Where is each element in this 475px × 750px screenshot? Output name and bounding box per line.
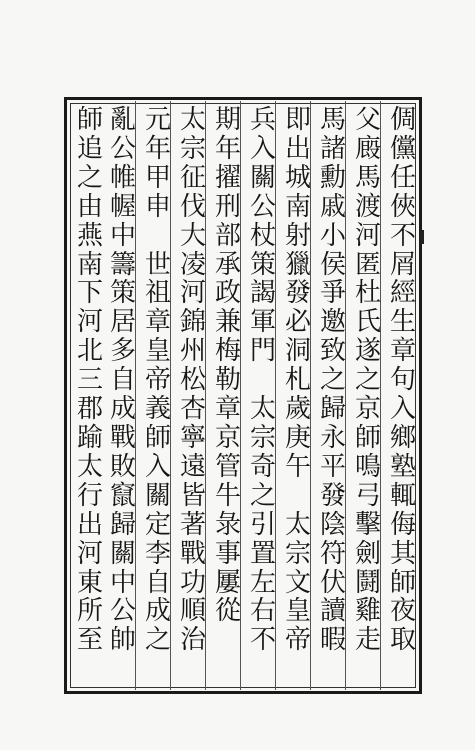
glyph: 符: [319, 538, 346, 569]
glyph: [143, 222, 173, 251]
glyph: [248, 366, 278, 395]
text-column-7: [173, 106, 213, 686]
glyph: 劍: [354, 538, 381, 569]
glyph: 札: [284, 365, 311, 396]
glyph: 侯: [319, 249, 346, 280]
glyph: 鄉: [389, 422, 416, 453]
text-column-10: [70, 106, 110, 686]
glyph: 太: [284, 509, 311, 540]
glyph: 不: [249, 625, 276, 656]
glyph: 屢: [214, 567, 241, 598]
glyph: 三: [76, 365, 103, 396]
glyph: 河: [76, 538, 103, 569]
glyph: 踰: [76, 422, 103, 453]
glyph: 勳: [319, 162, 346, 193]
glyph: 平: [319, 451, 346, 482]
glyph: 皇: [144, 336, 171, 367]
glyph: 雞: [354, 596, 381, 627]
glyph: 順: [179, 596, 206, 627]
glyph: 中: [109, 567, 136, 598]
glyph: 行: [76, 480, 103, 511]
glyph: 東: [76, 567, 103, 598]
glyph: 至: [76, 625, 103, 656]
glyph: 州: [179, 336, 206, 367]
glyph: 出: [76, 509, 103, 540]
glyph: 遂: [354, 336, 381, 367]
glyph: 竄: [109, 480, 136, 511]
glyph: 伏: [319, 567, 346, 598]
glyph: 讀: [319, 596, 346, 627]
glyph: 著: [179, 509, 206, 540]
text-column-6: [208, 106, 248, 686]
glyph: 帷: [109, 162, 136, 193]
glyph: 歸: [109, 509, 136, 540]
glyph: 申: [144, 191, 171, 222]
glyph: 李: [144, 538, 171, 569]
glyph: 匿: [354, 249, 381, 280]
glyph: 京: [214, 422, 241, 453]
text-column-5: [243, 106, 283, 686]
glyph: 之: [76, 162, 103, 193]
glyph: 宗: [284, 538, 311, 569]
text-column-2: [348, 106, 388, 686]
glyph: 策: [109, 278, 136, 309]
glyph: 入: [144, 451, 171, 482]
glyph: 永: [319, 422, 346, 453]
glyph: 宗: [179, 133, 206, 164]
glyph: 戰: [109, 422, 136, 453]
glyph: 射: [284, 220, 311, 251]
glyph: 章: [389, 336, 416, 367]
glyph: 郡: [76, 394, 103, 425]
glyph: 策: [249, 249, 276, 280]
glyph: 太: [179, 105, 206, 135]
glyph: 刑: [214, 191, 241, 222]
glyph: 南: [76, 249, 103, 280]
glyph: 關: [109, 538, 136, 569]
glyph: 兵: [249, 105, 276, 135]
glyph: 勒: [214, 365, 241, 396]
glyph: 塾: [389, 451, 416, 482]
glyph: 馬: [319, 105, 346, 135]
glyph: 廄: [354, 133, 381, 164]
glyph: 擊: [354, 509, 381, 540]
glyph: 公: [109, 133, 136, 164]
glyph: 謁: [249, 278, 276, 309]
glyph: 政: [214, 278, 241, 309]
glyph: 小: [319, 220, 346, 251]
glyph: 北: [76, 336, 103, 367]
glyph: 出: [284, 133, 311, 164]
glyph: 年: [214, 133, 241, 164]
glyph: 馬: [354, 162, 381, 193]
glyph: 河: [179, 278, 206, 309]
glyph: 成: [109, 394, 136, 425]
glyph: 帝: [144, 365, 171, 396]
glyph: 燕: [76, 220, 103, 251]
glyph: 部: [214, 220, 241, 251]
glyph: 關: [144, 480, 171, 511]
glyph: 定: [144, 509, 171, 540]
glyph: 左: [249, 567, 276, 598]
glyph: 師: [354, 422, 381, 453]
glyph: 洞: [284, 336, 311, 367]
glyph: 歲: [284, 394, 311, 425]
glyph: 師: [389, 567, 416, 598]
glyph: 陰: [319, 509, 346, 540]
glyph: 皇: [284, 596, 311, 627]
glyph: 管: [214, 451, 241, 482]
glyph: 取: [389, 625, 416, 656]
glyph: 走: [354, 625, 381, 656]
glyph: 成: [144, 596, 171, 627]
glyph: 之: [144, 625, 171, 656]
glyph: 致: [319, 336, 346, 367]
glyph: 諸: [319, 133, 346, 164]
glyph: 追: [76, 133, 103, 164]
glyph: 自: [144, 567, 171, 598]
glyph: 發: [284, 278, 311, 309]
glyph: 之: [319, 365, 346, 396]
glyph: 自: [109, 365, 136, 396]
glyph: 杖: [249, 220, 276, 251]
glyph: 奇: [249, 451, 276, 482]
glyph: 承: [214, 249, 241, 280]
glyph: 關: [249, 162, 276, 193]
glyph: 太: [76, 451, 103, 482]
glyph: 軍: [249, 307, 276, 338]
glyph: 居: [109, 307, 136, 338]
glyph: 俠: [389, 191, 416, 222]
glyph: 遠: [179, 451, 206, 482]
glyph: 右: [249, 596, 276, 627]
glyph: 梅: [214, 336, 241, 367]
glyph: 幄: [109, 191, 136, 222]
glyph: 文: [284, 567, 311, 598]
glyph: 邀: [319, 307, 346, 338]
glyph: 寧: [179, 422, 206, 453]
glyph: 置: [249, 538, 276, 569]
glyph: 師: [144, 422, 171, 453]
glyph: 倜: [389, 105, 416, 135]
glyph: 其: [389, 538, 416, 569]
glyph: 句: [389, 365, 416, 396]
glyph: 伐: [179, 191, 206, 222]
glyph: 南: [284, 191, 311, 222]
glyph: 從: [214, 596, 241, 627]
glyph: 帝: [284, 625, 311, 656]
glyph: 松: [179, 365, 206, 396]
glyph: 皆: [179, 480, 206, 511]
text-column-4: [278, 106, 318, 686]
glyph: 歸: [319, 394, 346, 425]
glyph: 亂: [109, 105, 136, 135]
glyph: 氏: [354, 307, 381, 338]
glyph: 之: [354, 365, 381, 396]
glyph: 太: [249, 394, 276, 425]
glyph: 帥: [109, 625, 136, 656]
text-column-1: [383, 106, 423, 686]
glyph: 籌: [109, 249, 136, 280]
glyph: 爭: [319, 278, 346, 309]
glyph: 父: [354, 105, 381, 135]
glyph: [283, 482, 313, 511]
glyph: 章: [214, 394, 241, 425]
glyph: 世: [144, 249, 171, 280]
text-column-3: [313, 106, 353, 686]
glyph: 戰: [179, 538, 206, 569]
glyph: 期: [214, 105, 241, 135]
glyph: 獵: [284, 249, 311, 280]
glyph: 任: [389, 162, 416, 193]
glyph: 入: [389, 394, 416, 425]
glyph: 元: [144, 105, 171, 135]
glyph: 宗: [249, 422, 276, 453]
glyph: 功: [179, 567, 206, 598]
glyph: 擢: [214, 162, 241, 193]
glyph: 征: [179, 162, 206, 193]
glyph: 錦: [179, 307, 206, 338]
glyph: 河: [354, 220, 381, 251]
glyph: 年: [144, 133, 171, 164]
glyph: 義: [144, 394, 171, 425]
glyph: 大: [179, 220, 206, 251]
glyph: 所: [76, 596, 103, 627]
glyph: 侮: [389, 509, 416, 540]
glyph: 發: [319, 480, 346, 511]
glyph: 經: [389, 278, 416, 309]
glyph: 公: [249, 191, 276, 222]
glyph: 城: [284, 162, 311, 193]
glyph: 引: [249, 509, 276, 540]
glyph: 牛: [214, 480, 241, 511]
glyph: 生: [389, 307, 416, 338]
glyph: 中: [109, 220, 136, 251]
text-column-8: [138, 106, 178, 686]
glyph: 多: [109, 336, 136, 367]
glyph: 杜: [354, 278, 381, 309]
glyph: 兼: [214, 307, 241, 338]
glyph: 屑: [389, 249, 416, 280]
glyph: 祖: [144, 278, 171, 309]
glyph: 彔: [214, 509, 241, 540]
glyph: 敗: [109, 451, 136, 482]
glyph: 戚: [319, 191, 346, 222]
glyph: 鬪: [354, 567, 381, 598]
glyph: 午: [284, 451, 311, 482]
glyph: 治: [179, 625, 206, 656]
glyph: 弓: [354, 480, 381, 511]
glyph: 師: [76, 105, 103, 135]
glyph: 事: [214, 538, 241, 569]
glyph: 由: [76, 191, 103, 222]
glyph: 暇: [319, 625, 346, 656]
glyph: 杏: [179, 394, 206, 425]
glyph: 鳴: [354, 451, 381, 482]
glyph: 門: [249, 336, 276, 367]
glyph: 河: [76, 307, 103, 338]
glyph: 輒: [389, 480, 416, 511]
glyph: 不: [389, 220, 416, 251]
glyph: 渡: [354, 191, 381, 222]
glyph: 章: [144, 307, 171, 338]
glyph: 之: [249, 480, 276, 511]
glyph: 即: [284, 105, 311, 135]
glyph: 下: [76, 278, 103, 309]
glyph: 入: [249, 133, 276, 164]
glyph: 必: [284, 307, 311, 338]
glyph: 甲: [144, 162, 171, 193]
glyph: 凌: [179, 249, 206, 280]
glyph: 庚: [284, 422, 311, 453]
glyph: 京: [354, 394, 381, 425]
glyph: 儻: [389, 133, 416, 164]
glyph: 夜: [389, 596, 416, 627]
glyph: 公: [109, 596, 136, 627]
